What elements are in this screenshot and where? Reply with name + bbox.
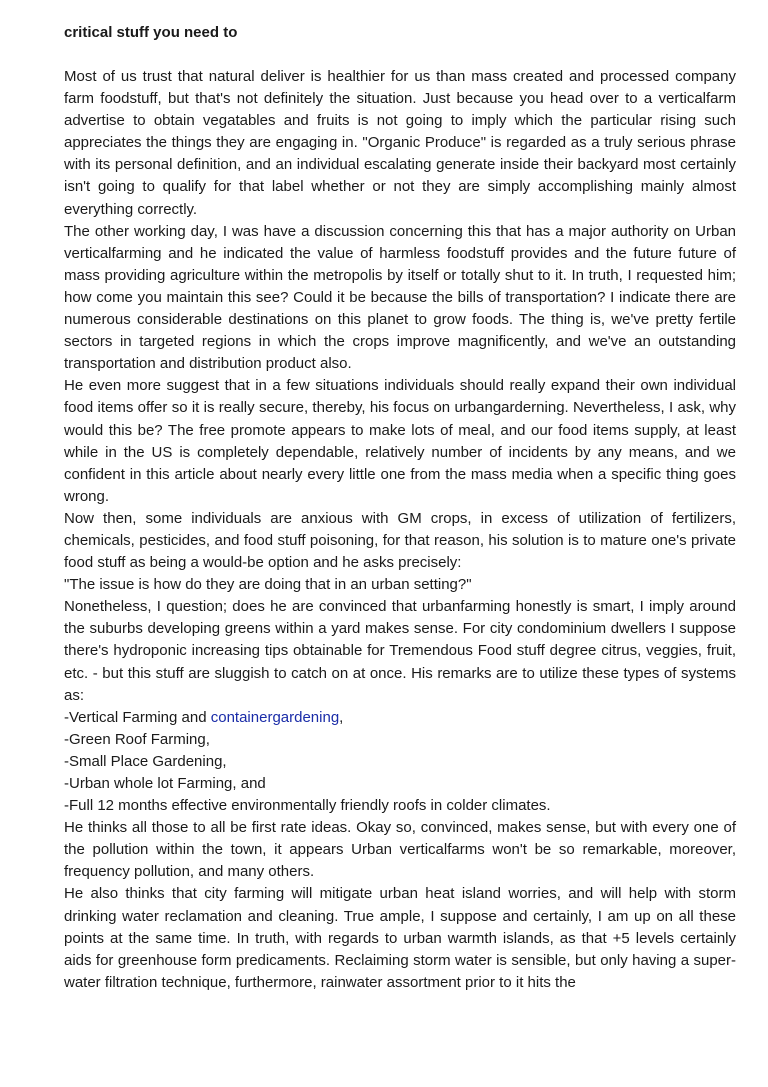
paragraph-1: Most of us trust that natural deliver is healthier for us than mass created and processed company farm foodstuff, but that's not definitely the situation. Just because you head over to a verticalfarm advertise to obtain vegatables and fruits is not going to imply which the particular rising such appreciates the things they are engaging in. "Organic Produce" is regarded as a truly serious phrase with its personal definition, and an individual escalating generate inside their backyard most certainly isn't going to qualify for that label whether or not they are simply accomplishing mainly almost everything correctly.	[64, 68, 736, 218]
list-item-text: -Vertical Farming and	[64, 708, 211, 726]
containergardening-link[interactable]: containergardening	[210, 708, 340, 726]
list-item-green-roofs: -Full 12 months effective environmentally friendly roofs in colder climates.	[64, 797, 551, 815]
paragraph-4: Now then, some individuals are anxious with GM crops, in excess of utilization of fertilizers, chemicals, pesticides, and food stuff poisoning, for that reason, his solution is to mature one's private food stuff as being a would-be option and he asks precisely:	[64, 509, 736, 572]
systems-list	[64, 707, 736, 817]
document-title: critical stuff you need to	[64, 24, 238, 41]
paragraph-6: He thinks all those to all be first rate ideas. Okay so, convinced, makes sense, but with every one of the pollution within the town, it appears Urban verticalfarms won't be so remarkable, moreover, frequency pollution, and many others.	[64, 819, 736, 881]
paragraph-2: The other working day, I was have a discussion concerning this that has a major authority on Urban verticalfarming and he indicated the value of harmless foodstuff provides and the future future of mass providing agriculture within the metropolis by itself or totally shut to it. In truth, I requested him; how come you maintain this see? Could it be because the bills of transportation? I indicate there are numerous considerable destinations on this planet to grow foods. The thing is, we've pretty fertile sectors in targeted regions in which the crops improve magnificently, and we've an outstanding transportation and distribution product also.	[64, 222, 736, 373]
list-item-urban-lot: -Urban whole lot Farming, and	[64, 775, 266, 792]
list-item-vertical-farming	[64, 707, 736, 729]
paragraph-3: He even more suggest that in a few situations individuals should really expand their own individual food items offer so it is really secure, thereby, his focus on urbangarderning. Nevertheless, I ask, why would this be? The free promote appears to make lots of meal, and our food items supply, at least while in the US is completely dependable, relatively number of incidents by any means, and we confident in this article about nearly every little one from the mass media when a specific thing goes wrong.	[64, 377, 736, 505]
paragraph-5: Nonetheless, I question; does he are convinced that urbanfarming honestly is smart, I imply around the suburbs developing greens within a yard makes sense. For city condominium dwellers I suppose there's hydroponic increasing tips obtainable for Tremendous Food stuff degree citrus, veggies, fruit, etc. - but this stuff are sluggish to catch on at once. His remarks are to utilize these types of systems as:	[64, 598, 736, 704]
document-page	[64, 22, 736, 994]
list-item-green-roof: -Green Roof Farming,	[64, 730, 210, 748]
paragraph-7: He also thinks that city farming will mitigate urban heat island worries, and will help with storm drinking water reclamation and cleaning. True ample, I suppose and certainly, I am up on all these points at the same time. In truth, with regards to urban warmth islands, as that +5 levels certainly aids for greenhouse form predicaments. Reclaiming storm water is sensible, but only having a super-water filtration technique, furthermore, rainwater assortment prior to it hits the	[64, 885, 736, 991]
quote-line: "The issue is how do they are doing that in an urban setting?"	[64, 576, 472, 594]
list-item-small-place: -Small Place Gardening,	[64, 752, 227, 770]
list-item-punct: ,	[339, 708, 344, 726]
